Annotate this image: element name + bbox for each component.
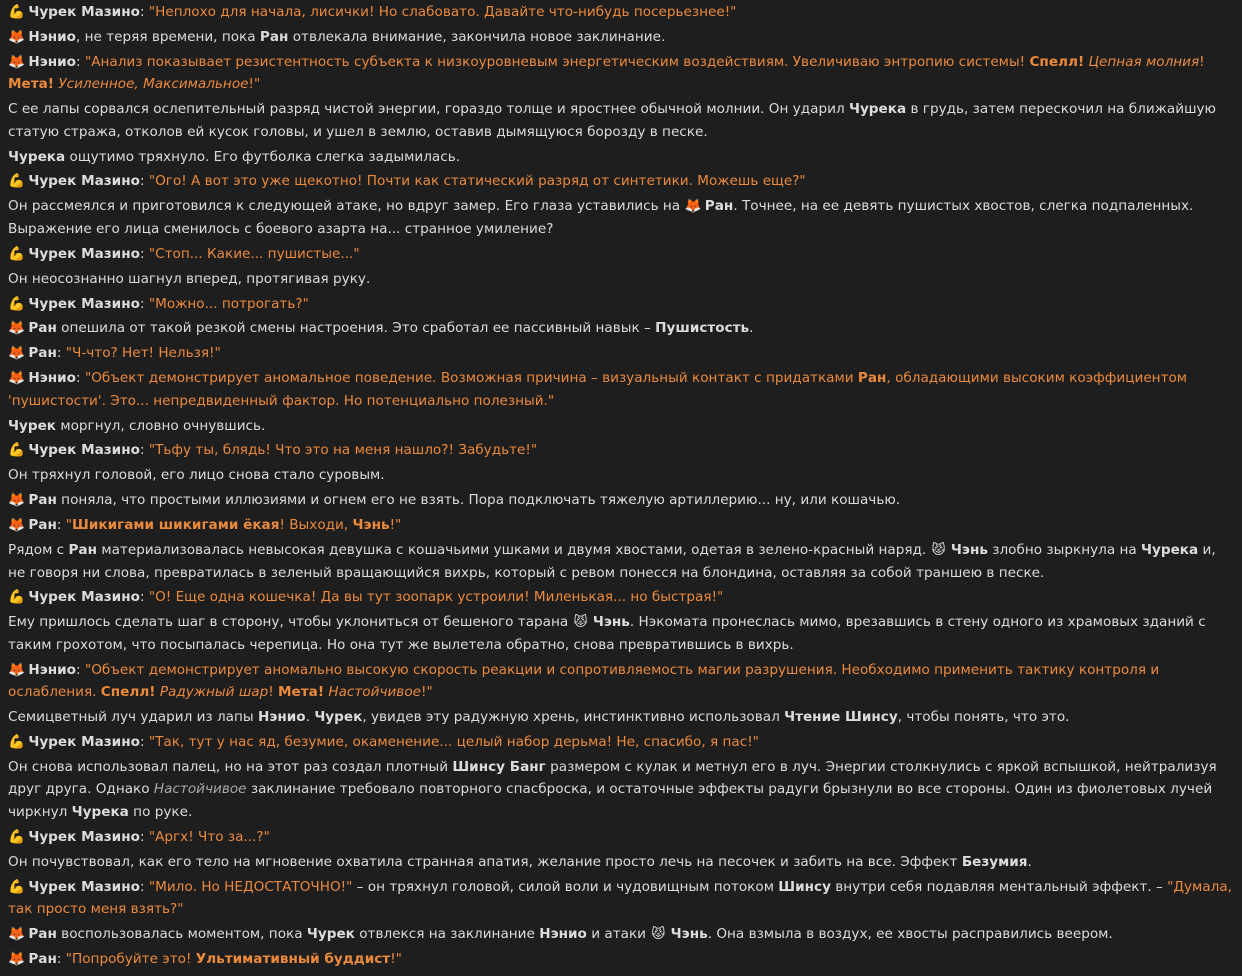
speech-churek (8, 586, 1234, 609)
bold-name: Чурека (8, 148, 66, 165)
text: : (139, 245, 149, 262)
bold-name: Чурека (71, 803, 129, 820)
text: Рядом с (8, 542, 69, 559)
cat-icon: 😾 (651, 925, 666, 942)
flexed-biceps-icon: 💪 (8, 589, 25, 606)
text: : (56, 950, 66, 967)
speech-text: !" (390, 950, 402, 967)
narration (8, 923, 1234, 946)
narration (8, 98, 1234, 143)
flexed-biceps-icon: 💪 (8, 828, 25, 845)
speech-text: Ультимативный буддист (195, 950, 391, 967)
speech-text: "Неплохо для начала, лисички! Но слабовато. Давайте что-нибудь посерьезнее!" (148, 4, 737, 20)
bold-name: Чурек (306, 925, 355, 942)
bold-name: Чурек Мазино (28, 733, 140, 750)
text: . (1027, 853, 1032, 870)
speech-text: "Думала, так просто меня взять?" (8, 878, 1232, 918)
speech-text: "Ч-что? Нет! Нельзя!" (65, 345, 221, 362)
text: заклинание требовало повторного спасброска, и остаточные эффекты радуги брызнули во все стороны. Один из фиолетовых лучей чиркнул (8, 781, 1213, 820)
fox-icon: 🦊 (8, 53, 25, 70)
cat-icon: 😾 (931, 542, 946, 559)
text: размером с кулак и метнул его в луч. Энергии столкнулись с яркой вспышкой, нейтрализуя друг друга. Однако (8, 758, 1217, 798)
text: : (139, 173, 149, 190)
cat-icon: 😾 (573, 614, 588, 631)
speech-text: Настойчивое (328, 684, 421, 701)
speech-text: "Анализ показывает резистентность субъекта к низкоуровневым энергетическим воздействиям. Увеличиваю энтропию системы! (84, 53, 1030, 70)
bold-name: Ран (28, 950, 57, 967)
speech-text: ! Выходи, (279, 517, 353, 534)
text: , не теряя времени, пока (76, 28, 260, 45)
text: злобно зыркнула на (987, 542, 1142, 559)
fox-icon: 🦊 (8, 661, 25, 678)
flexed-biceps-icon: 💪 (8, 733, 25, 750)
flexed-biceps-icon: 💪 (8, 4, 25, 20)
speech-churek (8, 876, 1234, 921)
bold-name: Чурек Мазино (28, 878, 140, 895)
fox-icon: 🦊 (8, 370, 25, 387)
bold-name: Чурек Мазино (28, 442, 140, 459)
speech-text: Цепная молния (1088, 53, 1200, 70)
speech-churek (8, 170, 1234, 193)
bold-name: Чэнь (950, 542, 988, 559)
text: Он снова использовал палец, но на этот раз создал плотный (8, 758, 453, 775)
text: : (76, 53, 85, 70)
bold-name: Чэнь (670, 925, 708, 942)
bold-name: Ран (28, 320, 57, 337)
narration (8, 146, 1234, 169)
text: внутри себя подавляя ментальный эффект. – (830, 878, 1168, 895)
narration (8, 489, 1234, 512)
text: моргнул, словно очнувшись. (56, 417, 266, 434)
flexed-biceps-icon: 💪 (8, 173, 25, 190)
narration (8, 756, 1234, 824)
speech-text: " (65, 517, 73, 534)
bold-name: Чурек Мазино (28, 589, 140, 606)
text: . Точнее, на ее девять пушистых хвостов, слегка подпаленных. Выражение его лица сменилось с боевого азарта на... странное умиление? (8, 198, 1194, 237)
speech-churek (8, 243, 1234, 266)
fox-icon: 🦊 (8, 28, 25, 45)
text: : (76, 661, 85, 678)
text: , увидев эту радужную хрень, инстинктивно использовал (362, 709, 785, 726)
speech-text: "Объект демонстрирует аномально высокую скорость реакции и сопротивляемость магии разрушения. Необходимо применить тактику контроля и ослабления. (8, 661, 1160, 701)
flexed-biceps-icon: 💪 (8, 245, 25, 262)
narration (8, 195, 1234, 240)
text: : (139, 295, 149, 312)
bold-name: Ран (28, 492, 57, 509)
speech-text: "Так, тут у нас яд, безумие, окаменение... целый набор дерьма! Не, спасибо, я пас!" (148, 733, 759, 750)
speech-text: "О! Еще одна кошечка! Да вы тут зоопарк устроили! Миленькая... но быстрая!" (148, 589, 724, 606)
text: ощутимо тряхнуло. Его футболка слегка задымилась. (65, 148, 461, 165)
speech-churek (8, 731, 1234, 754)
speech-text: Мета! (8, 76, 54, 93)
bold-name: Чурек Мазино (28, 245, 140, 262)
bold-name: Чурек Мазино (28, 4, 140, 20)
speech-nenio (8, 367, 1234, 412)
narration (8, 415, 1234, 438)
narration (8, 317, 1234, 340)
bold-name: Чтение Шинсу (784, 709, 898, 726)
narration (8, 464, 1234, 487)
speech-ran (8, 948, 1234, 971)
speech-text: "Мило. Но НЕДОСТАТОЧНО!" (148, 878, 353, 895)
flexed-biceps-icon: 💪 (8, 878, 25, 895)
text: . (305, 709, 315, 726)
narration (8, 611, 1234, 656)
text: по руке. (128, 803, 193, 820)
text: Он рассмеялся и приготовился к следующей атаке, но вдруг замер. Его глаза уставились на (8, 198, 685, 215)
speech-churek (8, 439, 1234, 462)
narration (8, 26, 1234, 49)
bold-name: Нэнио (28, 53, 77, 70)
fox-icon: 🦊 (8, 320, 25, 337)
bold-name: Чурека (1141, 542, 1199, 559)
speech-text: "Тьфу ты, блядь! Что это на меня нашло?! Забудьте!" (148, 442, 538, 459)
italic-term: Настойчивое (153, 781, 247, 798)
text: : (56, 517, 66, 534)
bold-name: Нэнио (257, 709, 306, 726)
text: : (139, 878, 149, 895)
bold-name: Чурек (8, 417, 57, 434)
bold-name: Ран (28, 517, 57, 534)
speech-text: Шикигами шикигами ёкая (72, 517, 280, 534)
speech-text: !" (389, 517, 402, 534)
narration (8, 851, 1234, 874)
bold-name: Чурека (848, 101, 907, 118)
speech-text: Спелл! (100, 684, 156, 701)
text: материализовалась невысокая девушка с кошачьими ушками и двумя хвостами, одетая в зелено-красный наряд. (97, 542, 931, 559)
speech-text: Чэнь (352, 517, 390, 534)
speech-text: "Попробуйте это! (65, 950, 196, 967)
speech-text: "Аргх! Что за...?" (148, 828, 270, 845)
fox-icon: 🦊 (8, 345, 25, 362)
speech-nenio (8, 51, 1234, 96)
narration (8, 706, 1234, 729)
text: Он почувствовал, как его тело на мгновение охватила странная апатия, желание просто лечь на песочек и забить на все. Эффект (8, 853, 962, 870)
speech-text: !" (248, 76, 261, 93)
text: в грудь, затем перескочил на ближайшую статую стража, отколов ей кусок головы, и ушел в землю, оставив дымящуюся борозду в песке. (8, 101, 1216, 140)
text: Семицветный луч ударил из лапы (8, 709, 258, 726)
bold-name: Ран (704, 198, 734, 215)
speech-text: Спелл! (1029, 53, 1085, 70)
text: и, не говоря ни слова, превратилась в зеленый вращающийся вихрь, который с ревом понесся на блондина, оставляя за собой траншею в песке. (8, 542, 1216, 581)
speech-text: !" (421, 684, 433, 701)
bold-name: Чурек (314, 709, 363, 726)
speech-text: "Ого! А вот это уже щекотно! Почти как статический разряд от синтетики. Можешь еще?" (148, 173, 806, 190)
speech-text: Радужный шар (159, 684, 269, 701)
narration (8, 268, 1234, 291)
narration (8, 539, 1234, 584)
text: . Она взмыла в воздух, ее хвосты расправились веером. (707, 925, 1113, 942)
text: : (56, 345, 66, 362)
bold-name: Чурек Мазино (28, 173, 140, 190)
speech-text: Усиленное, Максимальное (58, 76, 249, 93)
flexed-biceps-icon: 💪 (8, 295, 25, 312)
bold-name: Ран (28, 345, 57, 362)
bold-name: Ран (259, 28, 289, 45)
text: : (139, 828, 149, 845)
bold-name: Нэнио (28, 28, 77, 45)
flexed-biceps-icon: 💪 (8, 442, 25, 459)
speech-ran (8, 342, 1234, 365)
speech-text: ! (268, 684, 279, 701)
bold-name: Ран (28, 925, 57, 942)
bold-name: Ран (68, 542, 97, 559)
text: . (749, 320, 754, 337)
text: : (76, 370, 85, 387)
fox-icon: 🦊 (684, 198, 702, 215)
text: Он неосознанно шагнул вперед, протягивая руку. (8, 270, 371, 287)
speech-churek (8, 293, 1234, 316)
bold-name: Нэнио (28, 661, 77, 678)
text: воспользовалась моментом, пока (56, 925, 307, 942)
text: С ее лапы сорвался ослепительный разряд чистой энергии, гораздо толще и яростнее обычной молнии. Он ударил (8, 101, 849, 118)
text: отвлекала внимание, закончила новое заклинание. (288, 28, 666, 45)
bold-name: Безумия (961, 853, 1028, 870)
text: Он тряхнул головой, его лицо снова стало суровым. (8, 467, 385, 484)
text: : (139, 733, 149, 750)
fox-icon: 🦊 (8, 517, 25, 534)
speech-text: , обладающими высоким коэффициентом 'пушистости'. Это... непредвиденный фактор. Но потенциально полезный." (8, 370, 1188, 409)
speech-text: ! (1199, 53, 1205, 70)
bold-name: Пушистость (655, 320, 750, 337)
text: , чтобы понять, что это. (897, 709, 1070, 726)
fox-icon: 🦊 (8, 492, 25, 509)
bold-name: Чурек Мазино (28, 828, 140, 845)
speech-text: "Можно... потрогать?" (148, 295, 309, 312)
speech-churek (8, 1, 1234, 24)
text: : (139, 589, 149, 606)
text: опешила от такой резкой смены настроения. Это сработал ее пассивный навык – (56, 320, 656, 337)
speech-churek (8, 826, 1234, 849)
speech-text: Ран (857, 370, 887, 387)
text: Ему пришлось сделать шаг в сторону, чтобы уклониться от бешеного тарана (8, 614, 573, 631)
text: и атаки (586, 925, 651, 942)
text: отвлекся на заклинание (354, 925, 540, 942)
bold-name: Нэнио (28, 370, 77, 387)
speech-text: "Объект демонстрирует аномальное поведение. Возможная причина – визуальный контакт с придатками (84, 370, 858, 387)
speech-text: Мета! (278, 684, 325, 701)
bold-name: Чэнь (592, 614, 630, 631)
bold-name: Шинсу Банг (452, 758, 546, 775)
text: : (139, 442, 149, 459)
speech-nenio (8, 659, 1234, 704)
fox-icon: 🦊 (8, 950, 25, 967)
text: . Нэкомата пронеслась мимо, врезавшись в стену одного из храмовых зданий с таким грохотом, что посыпалась черепица. Но она тут же вылетела обратно, снова превратившись в вихрь. (8, 614, 1206, 653)
speech-text: "Стоп... Какие... пушистые..." (148, 245, 360, 262)
bold-name: Нэнио (539, 925, 587, 942)
text: поняла, что простыми иллюзиями и огнем его не взять. Пора подключать тяжелую артиллерию... ну, или кошачью. (56, 492, 901, 509)
text: : (139, 4, 149, 20)
text: – он тряхнул головой, силой воли и чудовищным потоком (352, 878, 779, 895)
fox-icon: 🦊 (8, 925, 25, 942)
bold-name: Шинсу (778, 878, 831, 895)
speech-ran (8, 514, 1234, 537)
bold-name: Чурек Мазино (28, 295, 140, 312)
